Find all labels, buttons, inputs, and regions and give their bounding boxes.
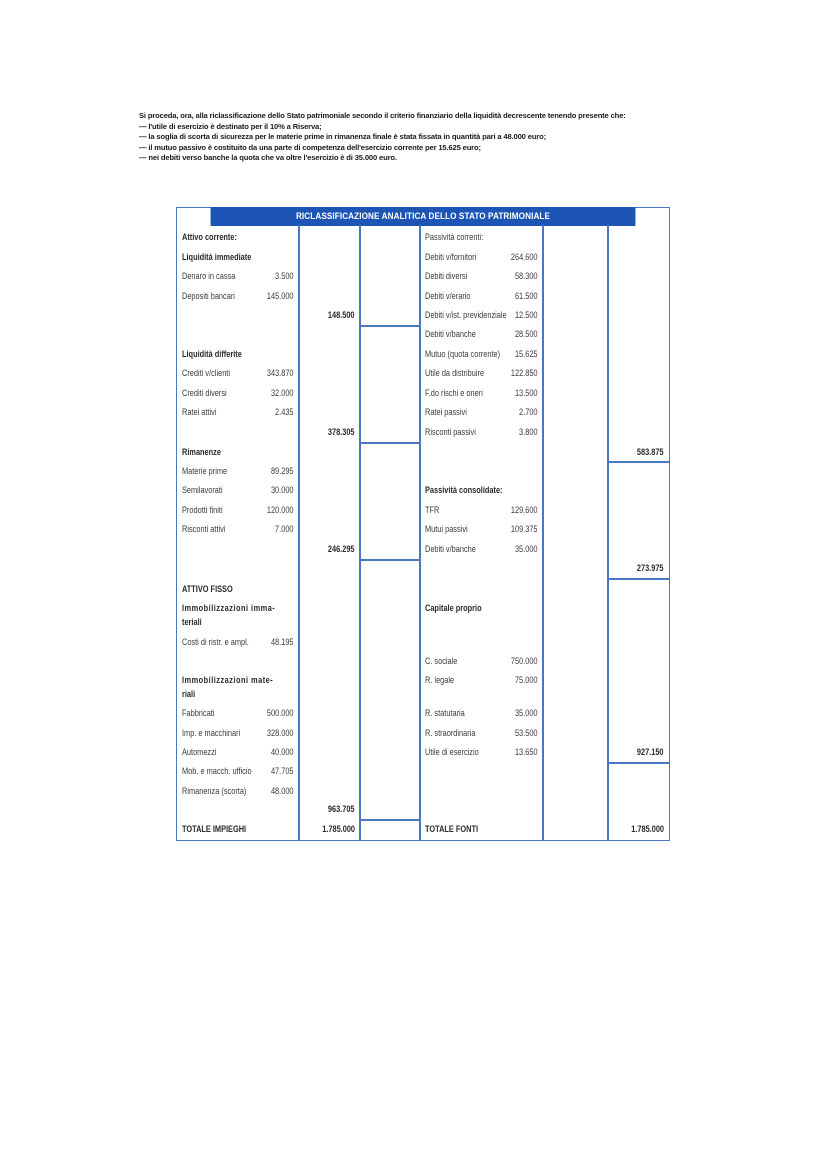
subtotal-divider [359,559,420,561]
item-label: Depositi bancari [182,291,235,301]
instruction-utile: — l'utile di esercizio è destinato per il 10% a Riserva; [139,121,322,131]
item-label: Mob. e macch. ufficio [182,766,252,776]
item-label: Automezzi [182,747,217,757]
group-immobilizzazioni-immateriali-cont: teriali [182,617,202,627]
balance-sheet-table [176,207,670,841]
subtotal-rimanenze: 246.295 [328,544,355,554]
item-value: 343.870 [267,368,294,378]
group-immobilizzazioni-materiali: Immobilizzazioni mate- [182,675,274,685]
item-value: 122.850 [511,368,538,378]
column-divider [359,225,361,840]
subtotal-divider [607,461,669,463]
item-value: 13.650 [515,747,538,757]
item-value: 15.625 [515,349,538,359]
instruction-mutuo: — il mutuo passivo è costituito da una parte di competenza dell'esercizio corrente per 15.625 euro; [139,142,481,152]
item-value: 109.375 [511,524,538,534]
item-value: 58.300 [515,271,538,281]
instruction-intro: Si proceda, ora, alla riclassificazione dello Stato patrimoniale secondo il criterio finanziario della liquidità decrescente tenendo presente che: [139,111,626,120]
item-label: Debiti v/banche [425,329,476,339]
item-value: 328.000 [267,728,294,738]
subtotal-passivita-consolidate: 273.975 [637,563,664,573]
item-value: 120.000 [267,505,294,515]
item-value: 3.800 [519,427,538,437]
item-label: Ratei passivi [425,407,467,417]
item-value: 2.435 [275,407,294,417]
item-value: 12.500 [515,310,538,320]
column-divider [419,225,421,840]
item-label: Crediti v/clienti [182,368,230,378]
section-capitale-proprio: Capitale proprio [425,603,482,613]
item-label: Debiti v/fornitori [425,252,477,262]
item-label: Materie prime [182,466,228,476]
item-label: Denaro in cassa [182,271,236,281]
item-label: Utile da distribuire [425,368,485,378]
item-label: Debiti diversi [425,271,468,281]
item-label: R. statutaria [425,708,465,718]
section-passivita-correnti: Passività correnti: [425,232,484,242]
item-label: Fabbricati [182,708,215,718]
totale-fonti-value: 1.785.000 [631,824,664,834]
item-label: Crediti diversi [182,388,227,398]
item-label: Prodotti finiti [182,505,223,515]
column-divider [607,225,609,840]
item-label: Mutui passivi [425,524,468,534]
group-immobilizzazioni-materiali-cont: riali [182,689,196,699]
item-label: Debiti v/banche [425,544,476,554]
subtotal-divider [359,442,420,444]
subtotal-divider [359,819,420,821]
item-value: 47.705 [271,766,294,776]
item-label: TFR [425,505,440,515]
group-liquidita-immediate: Liquidità immediate [182,252,252,262]
item-value: 48.195 [271,637,294,647]
item-value: 7.000 [275,524,294,534]
item-value: 28.500 [515,329,538,339]
item-value: 129.600 [511,505,538,515]
instruction-debiti-banche: — nei debiti verso banche la quota che va oltre l'esercizio è di 35.000 euro. [139,153,397,163]
item-value: 145.000 [267,291,294,301]
item-value: 264.600 [511,252,538,262]
item-value: 500.000 [267,708,294,718]
subtotal-capitale-proprio: 927.150 [637,747,664,757]
item-value: 35.000 [515,708,538,718]
item-value: 2.700 [519,407,538,417]
subtotal-attivo-fisso: 963.705 [328,804,355,814]
item-value: 48.000 [271,786,294,796]
section-attivo-corrente: Attivo corrente: [182,232,237,242]
item-label: Imp. e macchinari [182,728,241,738]
subtotal-passivita-correnti: 583.875 [637,447,664,457]
item-label: Debiti v/ist. previdenziale [425,310,507,320]
subtotal-divider [359,325,420,327]
item-value: 30.000 [271,485,294,495]
group-liquidita-differite: Liquidità differite [182,349,242,359]
item-value: 40.000 [271,747,294,757]
item-label: Ratei attivi [182,407,217,417]
item-label: Risconti passivi [425,427,476,437]
group-rimanenze: Rimanenze [182,447,221,457]
exercise-instructions [139,111,699,164]
item-value: 89.295 [271,466,294,476]
item-value: 13.500 [515,388,538,398]
item-value: 75.000 [515,675,538,685]
item-value: 32.000 [271,388,294,398]
item-label: C. sociale [425,656,458,666]
totale-fonti-label: TOTALE FONTI [425,824,479,834]
section-passivita-consolidate: Passività consolidate: [425,485,503,495]
item-label: Debiti v/erario [425,291,471,301]
column-divider [542,225,544,840]
item-value: 750.000 [511,656,538,666]
subtotal-liquidita-immediate: 148.500 [328,310,355,320]
item-label: Semilavorati [182,485,223,495]
subtotal-divider [607,762,669,764]
table-title: RICLASSIFICAZIONE ANALITICA DELLO STATO PATRIMONIALE [210,207,635,226]
item-label: F.do rischi e oneri [425,388,483,398]
instruction-scorta: — la soglia di scorta di sicurezza per le materie prime in rimanenza finale è stata fissata in quantità pari a 48.000 euro; [139,132,546,142]
item-value: 61.500 [515,291,538,301]
section-attivo-fisso: ATTIVO FISSO [182,584,233,594]
item-label: R. legale [425,675,455,685]
item-label: Costi di ristr. e ampl. [182,637,249,647]
subtotal-divider [607,578,669,580]
column-divider [298,225,300,840]
item-label: Risconti attivi [182,524,226,534]
item-label: R. straordinaria [425,728,476,738]
item-value: 3.500 [275,271,294,281]
item-label: Utile di esercizio [425,747,479,757]
item-label: Rimanenza (scorta) [182,786,247,796]
item-label: Mutuo (quota corrente) [425,349,501,359]
group-immobilizzazioni-immateriali: Immobilizzazioni imma- [182,603,276,613]
item-value: 53.500 [515,728,538,738]
item-value: 35.000 [515,544,538,554]
totale-impieghi-label: TOTALE IMPIEGHI [182,824,247,834]
subtotal-liquidita-differite: 378.305 [328,427,355,437]
totale-impieghi-value: 1.785.000 [322,824,355,834]
